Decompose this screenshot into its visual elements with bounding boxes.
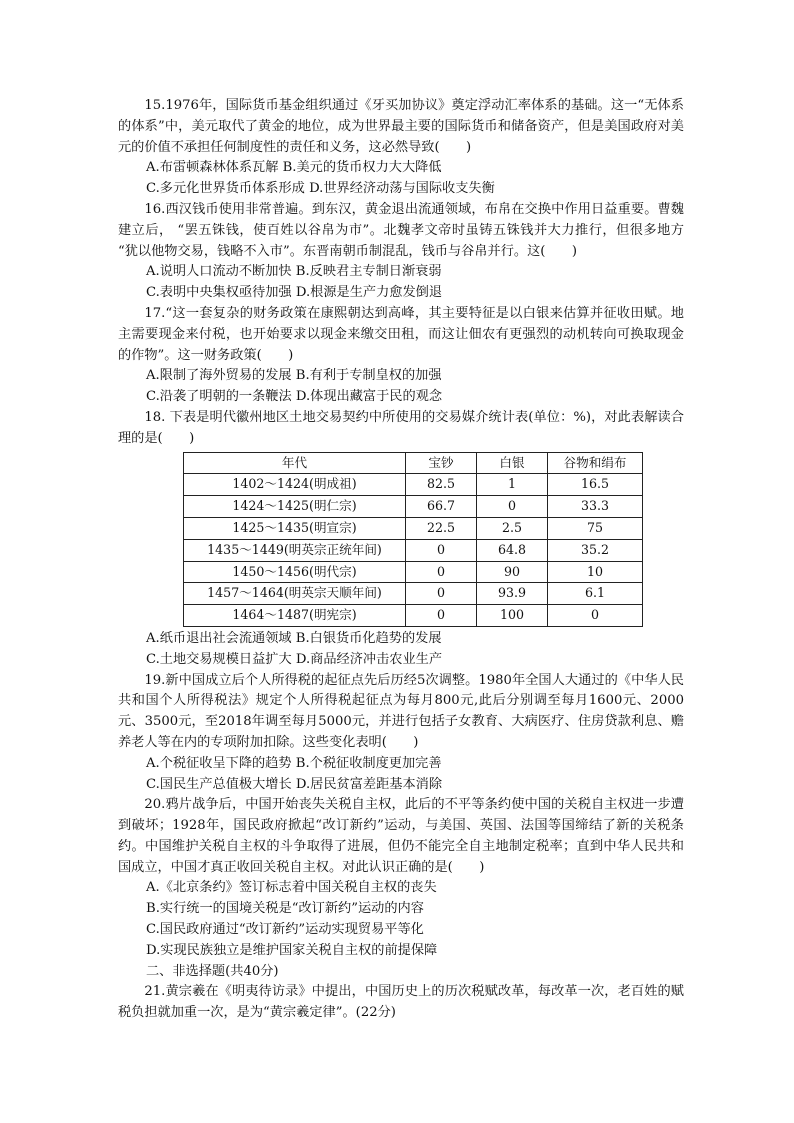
section-heading-non-choice: 二、非选择题(共40分) (146, 963, 279, 979)
table-cell: 35.2 (548, 539, 643, 561)
question-19-options-cd: C.国民生产总值极大增长 D.居民贫富差距基本消除 (146, 776, 443, 792)
question-17-stem: 17.“这一套复杂的财务政策在康熙朝达到高峰，其主要特征是以白银来估算并征收田赋。地主需要现金来付税，也开始要求以现金来缴交田租，而这让佃农有更强烈的动机转向可换取现金的作物”。这一财务政策( ) (118, 305, 684, 363)
table-cell: 100 (477, 605, 548, 627)
table-cell: 0 (406, 539, 477, 561)
table-cell: 0 (406, 583, 477, 605)
table-row (184, 583, 643, 605)
table-cell: 0 (406, 561, 477, 583)
table-header-silver: 白银 (477, 452, 548, 474)
exchange-media-table (183, 452, 643, 627)
table-cell: 1450～1456(明代宗) (184, 561, 406, 583)
question-20-option-a: A.《北京条约》签订标志着中国关税自主权的丧失 (146, 880, 437, 896)
table-row (184, 561, 643, 583)
question-21-stem: 21.黄宗羲在《明夷待访录》中提出，中国历史上的历次税赋改革，每改革一次，老百姓的赋税负担就加重一次，是为“黄宗羲定律”。(22分) (118, 984, 684, 1021)
table-cell: 90 (477, 561, 548, 583)
table-header-period: 年代 (184, 452, 406, 474)
question-20-option-c: C.国民政府通过“改订新约”运动实现贸易平等化 (146, 922, 424, 938)
question-18-options-ab: A.纸币退出社会流通领域 B.白银货币化趋势的发展 (146, 630, 442, 646)
table-cell: 1424～1425(明仁宗) (184, 496, 406, 518)
question-20-option-b: B.实行统一的国境关税是“改订新约”运动的内容 (146, 901, 424, 917)
question-18-stem: 18. 下表是明代徽州地区土地交易契约中所使用的交易媒介统计表(单位：%)，对此表解读合理的是( ) (118, 409, 684, 446)
question-20-stem: 20.鸦片战争后，中国开始丧失关税自主权，此后的不平等条约使中国的关税自主权进一步遭到破坏；1928年，国民政府掀起“改订新约”运动，与美国、英国、法国等国缔结了新的关税条约。中国维护关税自主权的斗争取得了进展，但仍不能完全自主地制定税率；直到中华人民共和国成立，中国才真正收回关税自主权。对此认识正确的是( ) (118, 797, 684, 875)
question-18-options-cd: C.土地交易规模日益扩大 D.商品经济冲击农业生产 (146, 651, 443, 667)
question-19-options-ab: A.个税征收呈下降的趋势 B.个税征收制度更加完善 (146, 755, 442, 771)
table-cell: 0 (548, 605, 643, 627)
table-cell: 66.7 (406, 496, 477, 518)
table-row (184, 496, 643, 518)
table-cell: 6.1 (548, 583, 643, 605)
table-row (184, 474, 643, 496)
table-cell: 93.9 (477, 583, 548, 605)
question-17-options-cd: C.沿袭了明朝的一条鞭法 D.体现出藏富于民的观念 (146, 389, 443, 405)
table-cell: 1457～1464(明英宗天顺年间) (184, 583, 406, 605)
question-20-option-d: D.实现民族独立是维护国家关税自主权的前提保障 (146, 942, 438, 958)
table-cell: 1435～1449(明英宗正统年间) (184, 539, 406, 561)
table-cell: 2.5 (477, 517, 548, 539)
table-cell: 33.3 (548, 496, 643, 518)
table-cell: 1464～1487(明宪宗) (184, 605, 406, 627)
table-cell: 0 (477, 496, 548, 518)
table-cell: 82.5 (406, 474, 477, 496)
table-cell: 75 (548, 517, 643, 539)
table-cell: 1 (477, 474, 548, 496)
page-content (118, 96, 684, 1024)
table-cell: 0 (406, 605, 477, 627)
table-cell: 10 (548, 561, 643, 583)
question-17-options-ab: A.限制了海外贸易的发展 B.有利于专制皇权的加强 (146, 368, 442, 384)
question-15-options-ab: A.布雷顿森林体系瓦解 B.美元的货币权力大大降低 (146, 160, 442, 176)
table-header-paper-money: 宝钞 (406, 452, 477, 474)
table-cell: 16.5 (548, 474, 643, 496)
table-header-row (184, 452, 643, 474)
table-cell: 1402～1424(明成祖) (184, 474, 406, 496)
table-cell: 1425～1435(明宣宗) (184, 517, 406, 539)
table-cell: 64.8 (477, 539, 548, 561)
question-19-stem: 19.新中国成立后个人所得税的起征点先后历经5次调整。1980年全国人大通过的《中华人民共和国个人所得税法》规定个人所得税起征点为每月800元,此后分别调至每月1600元、2000元、3500元，至2018年调至每月5000元，并进行包括子女教育、大病医疗、住房贷款利息、赡养老人等在内的专项附加扣除。这些变化表明( ) (118, 672, 684, 750)
table-header-grain-silk: 谷物和绢布 (548, 452, 643, 474)
table-row (184, 517, 643, 539)
question-15-options-cd: C.多元化世界货币体系形成 D.世界经济动荡与国际收支失衡 (146, 181, 495, 197)
question-16-stem: 16.西汉钱币使用非常普遍。到东汉，黄金退出流通领域，布帛在交换中作用日益重要。曹魏建立后， “罢五铢钱，使百姓以谷帛为市”。北魏孝文帝时虽铸五铢钱并大力推行，但很多地方 “犹以他物交易，钱略不入市”。东晋南朝币制混乱，钱币与谷帛并行。这( ) (118, 201, 684, 259)
question-16-options-cd: C.表明中央集权亟待加强 D.根源是生产力愈发倒退 (146, 285, 443, 301)
question-15-stem: 15.1976年，国际货币基金组织通过《牙买加协议》奠定浮动汇率体系的基础。这一“无体系的体系”中，美元取代了黄金的地位，成为世界最主要的国际货币和储备资产，但是美国政府对美元的价值不承担任何制度性的责任和义务，这必然导致( ) (118, 98, 684, 155)
table-row (184, 605, 643, 627)
question-16-options-ab: A.说明人口流动不断加快 B.反映君主专制日渐衰弱 (146, 264, 442, 280)
table-cell: 22.5 (406, 517, 477, 539)
table-row (184, 539, 643, 561)
